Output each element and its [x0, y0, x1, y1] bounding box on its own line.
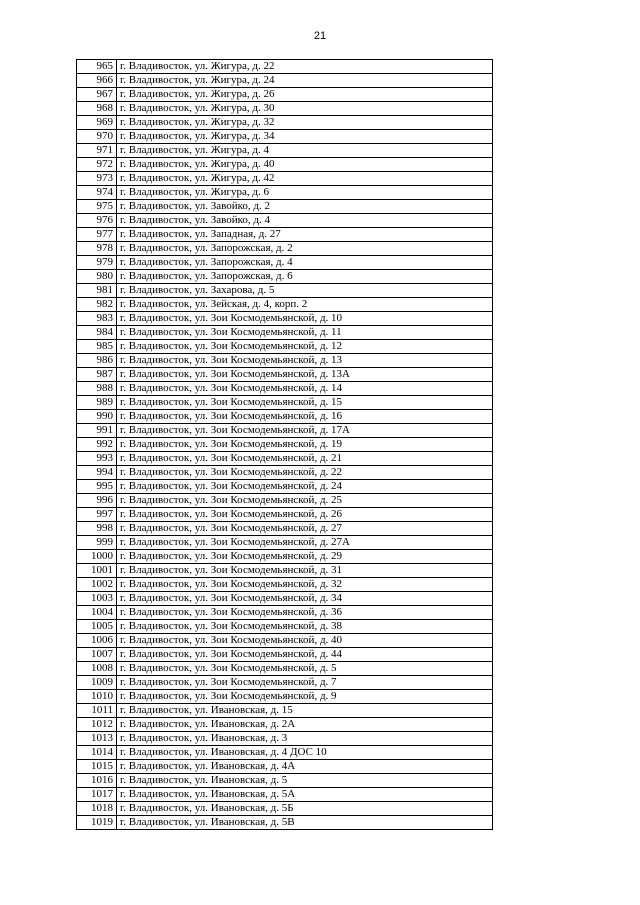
table-row: [77, 606, 493, 620]
table-row: [77, 774, 493, 788]
row-number: 1002: [77, 578, 117, 592]
row-number: 1001: [77, 564, 117, 578]
row-number: 998: [77, 522, 117, 536]
address-table: [76, 59, 493, 830]
row-number: 991: [77, 424, 117, 438]
row-address: г. Владивосток, ул. Ивановская, д. 2А: [117, 718, 493, 732]
table-row: [77, 578, 493, 592]
row-address: г. Владивосток, ул. Зейская, д. 4, корп. 2: [117, 298, 493, 312]
row-address: г. Владивосток, ул. Жигура, д. 26: [117, 88, 493, 102]
row-number: 973: [77, 172, 117, 186]
table-row: [77, 116, 493, 130]
row-address: г. Владивосток, ул. Завойко, д. 4: [117, 214, 493, 228]
table-row: [77, 284, 493, 298]
row-number: 992: [77, 438, 117, 452]
table-row: [77, 662, 493, 676]
row-number: 968: [77, 102, 117, 116]
table-row: [77, 326, 493, 340]
row-address: г. Владивосток, ул. Зои Космодемьянской, д. 16: [117, 410, 493, 424]
table-row: [77, 298, 493, 312]
table-row: [77, 732, 493, 746]
row-number: 1010: [77, 690, 117, 704]
row-address: г. Владивосток, ул. Зои Космодемьянской, д. 12: [117, 340, 493, 354]
table-row: [77, 480, 493, 494]
row-number: 972: [77, 158, 117, 172]
row-address: г. Владивосток, ул. Ивановская, д. 5: [117, 774, 493, 788]
row-address: г. Владивосток, ул. Жигура, д. 6: [117, 186, 493, 200]
row-number: 996: [77, 494, 117, 508]
row-address: г. Владивосток, ул. Зои Космодемьянской, д. 5: [117, 662, 493, 676]
row-number: 965: [77, 60, 117, 74]
table-row: [77, 802, 493, 816]
row-number: 994: [77, 466, 117, 480]
table-row: [77, 494, 493, 508]
row-address: г. Владивосток, ул. Жигура, д. 4: [117, 144, 493, 158]
row-address: г. Владивосток, ул. Завойко, д. 2: [117, 200, 493, 214]
table-row: [77, 438, 493, 452]
row-number: 1006: [77, 634, 117, 648]
table-row: [77, 592, 493, 606]
row-address: г. Владивосток, ул. Ивановская, д. 3: [117, 732, 493, 746]
row-number: 1009: [77, 676, 117, 690]
row-number: 1008: [77, 662, 117, 676]
table-row: [77, 816, 493, 830]
row-number: 1011: [77, 704, 117, 718]
table-row: [77, 746, 493, 760]
row-number: 969: [77, 116, 117, 130]
row-address: г. Владивосток, ул. Зои Космодемьянской, д. 14: [117, 382, 493, 396]
table-row: [77, 620, 493, 634]
table-row: [77, 704, 493, 718]
row-number: 1004: [77, 606, 117, 620]
table-row: [77, 340, 493, 354]
table-row: [77, 74, 493, 88]
table-row: [77, 550, 493, 564]
row-address: г. Владивосток, ул. Запорожская, д. 6: [117, 270, 493, 284]
row-number: 1016: [77, 774, 117, 788]
table-row: [77, 522, 493, 536]
row-number: 983: [77, 312, 117, 326]
row-address: г. Владивосток, ул. Зои Космодемьянской, д. 27: [117, 522, 493, 536]
row-address: г. Владивосток, ул. Жигура, д. 30: [117, 102, 493, 116]
table-row: [77, 634, 493, 648]
table-row: [77, 214, 493, 228]
row-address: г. Владивосток, ул. Западная, д. 27: [117, 228, 493, 242]
table-row: [77, 564, 493, 578]
table-row: [77, 368, 493, 382]
row-address: г. Владивосток, ул. Зои Космодемьянской, д. 17А: [117, 424, 493, 438]
table-row: [77, 144, 493, 158]
row-address: г. Владивосток, ул. Жигура, д. 34: [117, 130, 493, 144]
page-number: 21: [313, 30, 327, 42]
row-address: г. Владивосток, ул. Зои Космодемьянской, д. 15: [117, 396, 493, 410]
row-address: г. Владивосток, ул. Жигура, д. 40: [117, 158, 493, 172]
row-address: г. Владивосток, ул. Ивановская, д. 4 ДОС 10: [117, 746, 493, 760]
table-row: [77, 788, 493, 802]
row-address: г. Владивосток, ул. Зои Космодемьянской, д. 40: [117, 634, 493, 648]
table-row: [77, 648, 493, 662]
row-address: г. Владивосток, ул. Зои Космодемьянской, д. 26: [117, 508, 493, 522]
row-address: г. Владивосток, ул. Зои Космодемьянской, д. 9: [117, 690, 493, 704]
row-address: г. Владивосток, ул. Зои Космодемьянской, д. 13: [117, 354, 493, 368]
table-row: [77, 676, 493, 690]
row-number: 988: [77, 382, 117, 396]
row-address: г. Владивосток, ул. Зои Космодемьянской, д. 27А: [117, 536, 493, 550]
row-number: 985: [77, 340, 117, 354]
row-number: 1012: [77, 718, 117, 732]
table-row: [77, 410, 493, 424]
row-number: 981: [77, 284, 117, 298]
row-number: 978: [77, 242, 117, 256]
row-address: г. Владивосток, ул. Ивановская, д. 4А: [117, 760, 493, 774]
row-number: 987: [77, 368, 117, 382]
table-row: [77, 242, 493, 256]
row-address: г. Владивосток, ул. Жигура, д. 32: [117, 116, 493, 130]
row-number: 966: [77, 74, 117, 88]
table-row: [77, 760, 493, 774]
table-row: [77, 466, 493, 480]
row-number: 984: [77, 326, 117, 340]
table-row: [77, 312, 493, 326]
table-row: [77, 102, 493, 116]
row-address: г. Владивосток, ул. Зои Космодемьянской, д. 21: [117, 452, 493, 466]
row-address: г. Владивосток, ул. Зои Космодемьянской, д. 25: [117, 494, 493, 508]
row-address: г. Владивосток, ул. Захарова, д. 5: [117, 284, 493, 298]
row-address: г. Владивосток, ул. Жигура, д. 24: [117, 74, 493, 88]
row-number: 1019: [77, 816, 117, 830]
row-address: г. Владивосток, ул. Зои Космодемьянской, д. 36: [117, 606, 493, 620]
row-address: г. Владивосток, ул. Зои Космодемьянской, д. 29: [117, 550, 493, 564]
row-address: г. Владивосток, ул. Зои Космодемьянской, д. 31: [117, 564, 493, 578]
row-number: 977: [77, 228, 117, 242]
row-address: г. Владивосток, ул. Ивановская, д. 5Б: [117, 802, 493, 816]
row-number: 1018: [77, 802, 117, 816]
row-number: 1014: [77, 746, 117, 760]
table-row: [77, 718, 493, 732]
row-number: 990: [77, 410, 117, 424]
row-number: 1013: [77, 732, 117, 746]
row-number: 1000: [77, 550, 117, 564]
row-number: 1017: [77, 788, 117, 802]
row-number: 993: [77, 452, 117, 466]
row-number: 1005: [77, 620, 117, 634]
row-address: г. Владивосток, ул. Зои Космодемьянской, д. 10: [117, 312, 493, 326]
row-address: г. Владивосток, ул. Ивановская, д. 15: [117, 704, 493, 718]
row-address: г. Владивосток, ул. Ивановская, д. 5В: [117, 816, 493, 830]
row-address: г. Владивосток, ул. Зои Космодемьянской, д. 34: [117, 592, 493, 606]
address-table-body: [77, 60, 493, 830]
table-row: [77, 354, 493, 368]
table-row: [77, 396, 493, 410]
table-row: [77, 60, 493, 74]
row-number: 975: [77, 200, 117, 214]
row-number: 1003: [77, 592, 117, 606]
row-number: 974: [77, 186, 117, 200]
row-number: 979: [77, 256, 117, 270]
row-address: г. Владивосток, ул. Жигура, д. 22: [117, 60, 493, 74]
row-address: г. Владивосток, ул. Зои Космодемьянской, д. 19: [117, 438, 493, 452]
row-number: 986: [77, 354, 117, 368]
table-row: [77, 452, 493, 466]
table-row: [77, 256, 493, 270]
row-address: г. Владивосток, ул. Жигура, д. 42: [117, 172, 493, 186]
table-row: [77, 382, 493, 396]
row-address: г. Владивосток, ул. Зои Космодемьянской, д. 13А: [117, 368, 493, 382]
row-number: 970: [77, 130, 117, 144]
row-number: 989: [77, 396, 117, 410]
table-row: [77, 690, 493, 704]
row-address: г. Владивосток, ул. Зои Космодемьянской, д. 32: [117, 578, 493, 592]
table-row: [77, 508, 493, 522]
row-number: 980: [77, 270, 117, 284]
table-row: [77, 186, 493, 200]
row-address: г. Владивосток, ул. Зои Космодемьянской, д. 38: [117, 620, 493, 634]
table-row: [77, 130, 493, 144]
row-number: 997: [77, 508, 117, 522]
row-address: г. Владивосток, ул. Запорожская, д. 4: [117, 256, 493, 270]
table-row: [77, 424, 493, 438]
row-address: г. Владивосток, ул. Зои Космодемьянской, д. 22: [117, 466, 493, 480]
table-row: [77, 172, 493, 186]
row-number: 976: [77, 214, 117, 228]
table-row: [77, 536, 493, 550]
row-number: 982: [77, 298, 117, 312]
row-number: 1007: [77, 648, 117, 662]
row-number: 967: [77, 88, 117, 102]
row-address: г. Владивосток, ул. Ивановская, д. 5А: [117, 788, 493, 802]
row-number: 971: [77, 144, 117, 158]
row-address: г. Владивосток, ул. Запорожская, д. 2: [117, 242, 493, 256]
row-address: г. Владивосток, ул. Зои Космодемьянской, д. 44: [117, 648, 493, 662]
row-address: г. Владивосток, ул. Зои Космодемьянской, д. 11: [117, 326, 493, 340]
row-number: 999: [77, 536, 117, 550]
table-row: [77, 270, 493, 284]
table-row: [77, 158, 493, 172]
row-address: г. Владивосток, ул. Зои Космодемьянской, д. 24: [117, 480, 493, 494]
row-address: г. Владивосток, ул. Зои Космодемьянской, д. 7: [117, 676, 493, 690]
table-row: [77, 88, 493, 102]
table-row: [77, 228, 493, 242]
row-number: 995: [77, 480, 117, 494]
table-row: [77, 200, 493, 214]
row-number: 1015: [77, 760, 117, 774]
